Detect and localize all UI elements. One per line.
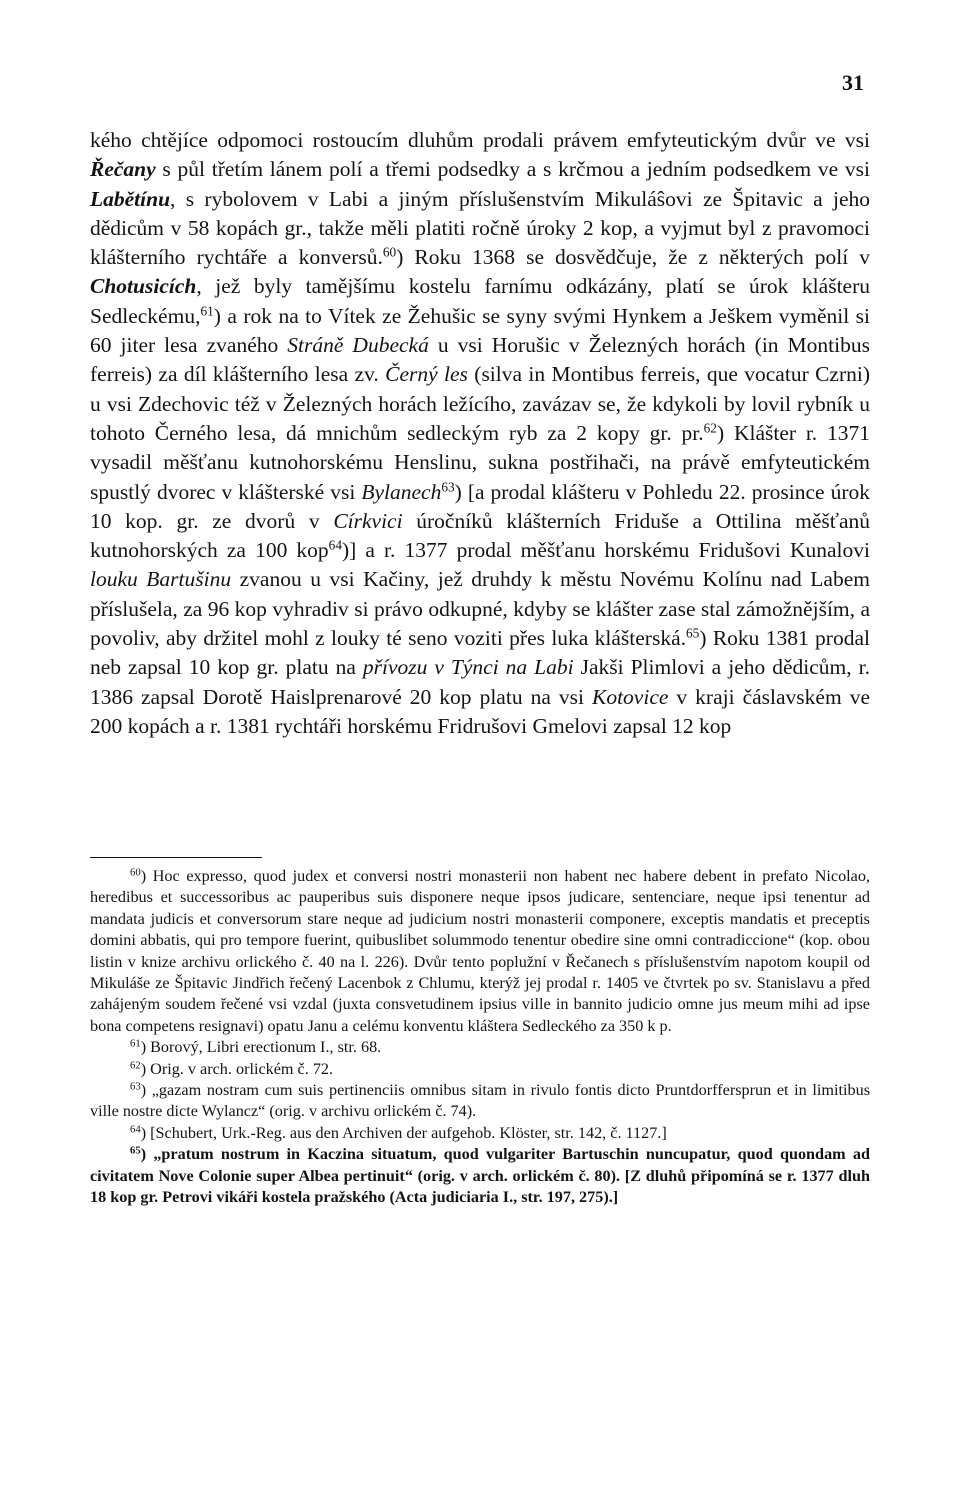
footnote-63 (90, 1080, 870, 1123)
place-name-tynec: přívozu v Týnci na Labi (362, 655, 574, 680)
footnote-text: ) „gazam nostram cum suis pertinenciis omnibus sitam in rivulo fontis dicto Pruntdorffersprun et in limitibus ville nostre dicte Wylancz“ (orig. v archivu orlickém č. 74). (90, 1081, 870, 1121)
footnote-64 (90, 1123, 870, 1144)
footnote-61 (90, 1037, 870, 1058)
footnote-65 (90, 1144, 870, 1208)
footnote-mark: 61 (130, 1037, 141, 1050)
footnote-text: ) Orig. v arch. orlickém č. 72. (140, 1059, 334, 1078)
place-name-labetin: Labětínu (90, 186, 171, 211)
text-run: ) Roku 1368 se dosvědčuje, že z některých polí v (396, 245, 870, 270)
place-name-strane-dubecka: Stráně Dubecká (287, 333, 429, 358)
place-name-cerny-les: Černý les (385, 362, 468, 387)
text-run: ) [a prodal klášteru v Pohledu 22. prosince úrok 10 kop. gr. ze dvorů v (90, 479, 870, 533)
text-run: ) a rok na to Vítek ze Žehušic se syny svými Hynkem a Ješkem vyměnil si 60 jiter lesa zvaného (90, 303, 870, 358)
footnote-text: ) „pratum nostrum in Kaczina situatum, quod vulgariter Bartuschin nuncupatur, quod quondam ad civitatem Nove Colonie super Albea pertinuit“ (orig. v arch. orlickém č. 80). [Z dluhů připomíná se r. 1377 dluh 18 kop gr. Petrovi vikáři kostela pražského (Acta judiciaria I., str. 197, 275).] (90, 1145, 870, 1207)
text-run: úročníků klášterních Friduše a Ottilina měšťanů kutnohorských za 100 kop (90, 508, 871, 563)
footnote-mark: 63 (130, 1080, 141, 1093)
text-run: (silva in Montibus ferreis, que vocatur Czrni) u vsi Zdechovic též v Železných horách ležícího, zavázav se, že kdykoli by lovil rybník u tohoto Černého lesa, dá mnichům sedleckým ryb za 2 kopy gr. pr. (90, 362, 870, 445)
text-run: u vsi Horušic v Železných horách (in Montibus ferreis) za díl klášterního lesa zv. (90, 333, 870, 387)
place-name-bylany: Bylanech (361, 479, 442, 504)
footnote-62 (90, 1059, 870, 1080)
footnote-mark: 60 (130, 866, 141, 879)
footnote-ref-65: 65 (686, 625, 700, 641)
footnote-ref-63: 63 (441, 479, 455, 495)
text-run: zvanou u vsi Kačiny, jež druhdy k městu Novému Kolínu nad Labem příslušela, za 96 kop vyhradiv si právo odkupné, kdyby se klášter zase stal zámožnějším, a povoliv, aby držitel mohl z louky té seno voziti přes luka klášterská. (90, 567, 870, 651)
footnote-mark: 65 (130, 1144, 141, 1157)
footnote-ref-61: 61 (200, 303, 214, 319)
place-name-bartusina: louku Bartušinu (90, 567, 232, 592)
text-run: v kraji čáslavském ve 200 kopách a r. 1381 rychtáři horskému Fridrušovi Gmelovi zapsal 12 kop (90, 684, 870, 738)
footnote-text: ) Hoc expresso, quod judex et conversi nostri monasterii non habent nec habere debent in prefato Nicolao, heredibus et successoribus ac pauperibus suis disponere neque ipsos judicare, sentenciare, neque ipsi tenentur ad mandata judicis et conversorum stare neque ad judicium nostri monasterii componere, exceptis mandatis et preceptis domini abbatis, qui pro tempore fuerint, quibuslibet solummodo tenentur obedire sine omni contradiccione“ (kop. obou listin v knize archivu orlického č. 40 na l. 226). Dvůr tento poplužní v Řečanech s příslušenstvím napotom koupil od Mikuláše ze Špitavic Jindřich řečený Lacenbok z Chlumu, kterýž jej prodal r. 1405 ve čtvrtek po sv. Stanislavu a před zahájeným soudem řečené vsi vzdal (juxta consvetudinem ipsius ville in bannito judicio omne jus meum mihi ad ipse bona competens resignavi) opatu Janu a celému konventu kláštera Sedleckého za 350 k p. (90, 867, 870, 1035)
text-run: Jakši Plimlovi a jeho dědicům, r. 1386 zapsal Dorotě Haislprenarové 20 kop platu na vsi (90, 655, 870, 709)
footnote-mark: 64 (130, 1123, 141, 1136)
footnote-mark: 62 (130, 1059, 141, 1072)
footnote-divider (90, 857, 262, 858)
text-run: )] a r. 1377 prodal měšťanu horskému Fridušovi Kunalovi (342, 538, 870, 563)
text-run: ) Roku 1381 prodal neb zapsal 10 kop gr. platu na (90, 626, 870, 680)
footnote-text: ) Borový, Libri erectionum I., str. 68. (140, 1038, 382, 1057)
text-run: , s rybolovem v Labi a jiným příslušenstvím Mikuláŝovi ze Špitavic a jeho dědicům v 58 kopách gr., takže měli platiti ročně úroky 2 kop, a vyjmut byl z pravomoci klášterního rychtáře a konversů. (90, 186, 870, 270)
text-run: ) Klášter r. 1371 vysadil měšťanu kutnohorskému Henslinu, sukna postřihači, na právě emfyteutickém spustlý dvorec v klášterské vsi (90, 420, 870, 504)
text-run: kého chtějíce odpomoci rostoucím dluhům prodali právem emfyteutickým dvůr ve vsi (90, 128, 870, 152)
main-paragraph (90, 126, 870, 741)
footnote-60 (90, 866, 870, 1037)
place-name-cirkvice: Církvici (333, 508, 403, 533)
place-name-chotusice: Chotusicích (90, 274, 197, 299)
footnote-text: ) [Schubert, Urk.-Reg. aus den Archiven der aufgehob. Klöster, str. 142, č. 1127.] (140, 1123, 667, 1142)
place-name-recany: Řečany (90, 157, 156, 182)
text-run: s půl třetím lánem polí a třemi podsedky a s krčmou a jedním podsedkem ve vsi (155, 157, 870, 182)
footnotes (90, 866, 870, 1209)
footnote-ref-64: 64 (328, 537, 342, 553)
main-text (90, 126, 870, 741)
text-run: , jež byly tamějšímu kostelu farnímu odkázány, platí se úrok klášteru Sedleckému, (90, 274, 870, 328)
place-name-kotovice: Kotovice (591, 684, 669, 709)
footnote-ref-62: 62 (703, 420, 717, 436)
page-number: 31 (842, 70, 864, 95)
footnote-ref-60: 60 (382, 244, 397, 260)
